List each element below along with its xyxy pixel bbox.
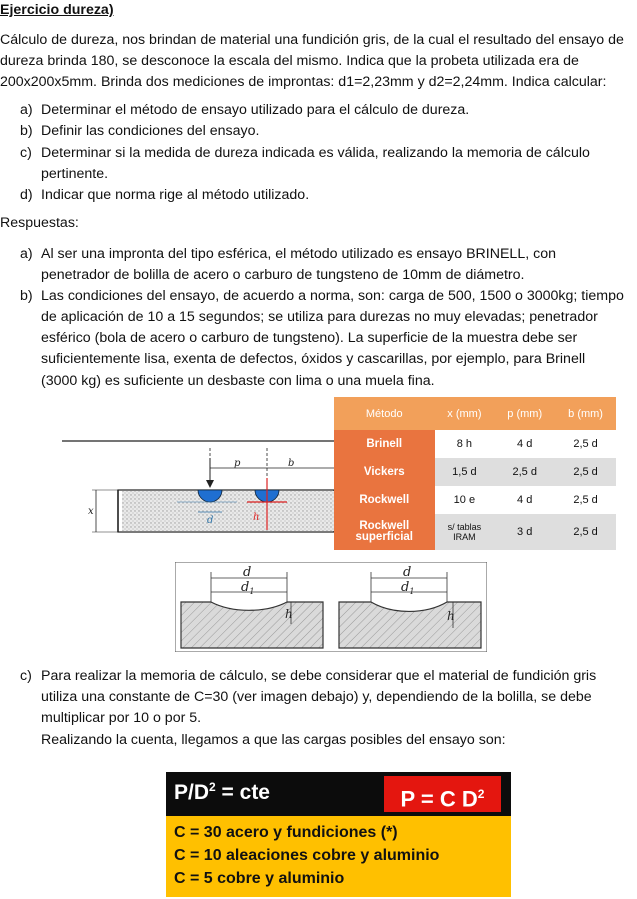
question-c-line-2: pertinente. xyxy=(41,166,109,182)
formula-box xyxy=(166,772,511,897)
constant-list xyxy=(166,816,511,897)
table-cell: 10 e xyxy=(435,486,495,514)
question-label-b: b) xyxy=(20,123,33,139)
indentation-profiles xyxy=(175,562,487,652)
intro-line-2: dureza brinda 180, se desconoce la escala del mismo. Indica que la probeta utilizada era de xyxy=(0,53,579,69)
table-header: Método xyxy=(334,397,435,430)
formula-left xyxy=(174,780,270,805)
question-d-line-1: Indicar que norma rige al método utilizado. xyxy=(41,187,310,203)
dim-label-b: b xyxy=(288,458,295,469)
answer-c-line-2: utiliza una constante de C=30 (ver imagen debajo) y, dependiendo de la bolilla, se debe xyxy=(41,689,592,705)
method-line-1: Rockwell xyxy=(359,520,410,532)
answer-a-line-2: penetrador de bolilla de acero o carburo de tungsteno de 10mm de diámetro. xyxy=(41,267,525,283)
table-header: p (mm) xyxy=(494,397,555,430)
intro-line-1: Cálculo de dureza, nos brindan de material una fundición gris, de la cual el resultado del ensayo de xyxy=(0,32,624,48)
exercise-title: Ejercicio dureza) xyxy=(0,2,114,18)
profile-label-d1-main: d xyxy=(241,580,250,595)
intro-line-3: 200x200x5mm. Brinda dos mediciones de improntas: d1=2,23mm y d2=2,24mm. Indica calcular: xyxy=(0,74,607,90)
formula-right-main: P = C D xyxy=(400,786,478,812)
constant-line-1: C = 30 acero y fundiciones (*) xyxy=(174,824,398,841)
specimen-diagram xyxy=(62,430,334,545)
table-cell: 3 d xyxy=(494,514,555,550)
question-b-line-1: Definir las condiciones del ensayo. xyxy=(41,123,260,139)
formula-left-main: P/D xyxy=(174,781,210,804)
cell-line-2: IRAM xyxy=(453,532,476,542)
formula-right-sup: 2 xyxy=(477,787,485,801)
answer-c-line-3: multiplicar por 10 o por 5. xyxy=(41,710,202,726)
answer-b-line-5: (3000 kg) es suficiente un desbaste con lima o una muela fina. xyxy=(41,373,435,389)
dim-label-h: h xyxy=(253,512,260,523)
table-cell: 2,5 d xyxy=(555,458,616,486)
profile-label-h-right: h xyxy=(447,609,455,623)
answer-label-b: b) xyxy=(20,288,33,304)
question-label-c: c) xyxy=(20,145,32,161)
dim-label-p: p xyxy=(234,458,241,469)
profile-label-d: d xyxy=(243,565,252,580)
formula-right xyxy=(384,776,501,812)
table-cell-method: Vickers xyxy=(334,458,435,486)
table-row xyxy=(334,458,616,486)
formula-left-rest: = cte xyxy=(215,781,270,804)
profile-label-d-right: d xyxy=(403,565,412,580)
table-cell: 2,5 d xyxy=(555,514,616,550)
table-header: b (mm) xyxy=(555,397,616,430)
dim-label-d: d xyxy=(207,515,214,526)
profile-label-d1-right-main: d xyxy=(401,580,410,595)
answer-b-line-1: Las condiciones del ensayo, de acuerdo a norma, son: carga de 500, 1500 o 3000kg; tiempo xyxy=(41,288,624,304)
table-cell: 1,5 d xyxy=(435,458,495,486)
answer-c-line-4: Realizando la cuenta, llegamos a que las cargas posibles del ensayo son: xyxy=(41,732,506,748)
profile-label-d1-sub: 1 xyxy=(249,587,255,596)
table-cell-method: Brinell xyxy=(334,430,435,458)
answer-a-line-1: Al ser una impronta del tipo esférica, el método utilizado es ensayo BRINELL, con xyxy=(41,246,556,262)
table-cell xyxy=(435,514,495,550)
table-cell-method xyxy=(334,514,435,550)
formula-left-sup: 2 xyxy=(209,780,216,794)
table-cell: 2,5 d xyxy=(555,430,616,458)
table-cell-method: Rockwell xyxy=(334,486,435,514)
table-header: x (mm) xyxy=(435,397,495,430)
answers-heading: Respuestas: xyxy=(0,215,79,231)
method-line-2: superficial xyxy=(355,531,414,543)
profile-label-d1-right-sub: 1 xyxy=(409,587,415,596)
table-row xyxy=(334,486,616,514)
table-cell: 4 d xyxy=(494,486,555,514)
answer-b-line-4: suficientemente lisa, exenta de defectos, óxidos y cascarillas, por ejemplo, para Brinell xyxy=(41,351,586,367)
constant-line-3: C = 5 cobre y aluminio xyxy=(174,870,345,887)
table-cell: 8 h xyxy=(435,430,495,458)
answer-label-a: a) xyxy=(20,246,33,262)
constant-line-2: C = 10 aleaciones cobre y aluminio xyxy=(174,847,440,864)
profile-label-h: h xyxy=(285,607,293,621)
dim-label-x: x xyxy=(88,506,94,517)
table-cell: 2,5 d xyxy=(555,486,616,514)
question-a-line-1: Determinar el método de ensayo utilizado para el cálculo de dureza. xyxy=(41,102,470,118)
table-cell: 2,5 d xyxy=(494,458,555,486)
table-header-row xyxy=(334,397,616,430)
answer-b-line-2: de aplicación de 10 a 15 segundos; se utiliza para durezas no muy elevadas; penetrador xyxy=(41,309,598,325)
formula-header xyxy=(166,772,511,816)
question-label-d: d) xyxy=(20,187,33,203)
answer-b-line-3: esférico (bola de acero o carburo de tungsteno). La superficie de la muestra debe ser xyxy=(41,330,578,346)
question-label-a: a) xyxy=(20,102,33,118)
question-c-line-1: Determinar si la medida de dureza indicada es válida, realizando la memoria de cálculo xyxy=(41,145,590,161)
table-cell: 4 d xyxy=(494,430,555,458)
answer-c-line-1: Para realizar la memoria de cálculo, se debe considerar que el material de fundición gris xyxy=(41,668,597,684)
answer-label-c: c) xyxy=(20,668,32,684)
method-table xyxy=(334,397,616,550)
table-row xyxy=(334,514,616,550)
table-row xyxy=(334,430,616,458)
cell-line-1: s/ tablas xyxy=(447,522,482,532)
